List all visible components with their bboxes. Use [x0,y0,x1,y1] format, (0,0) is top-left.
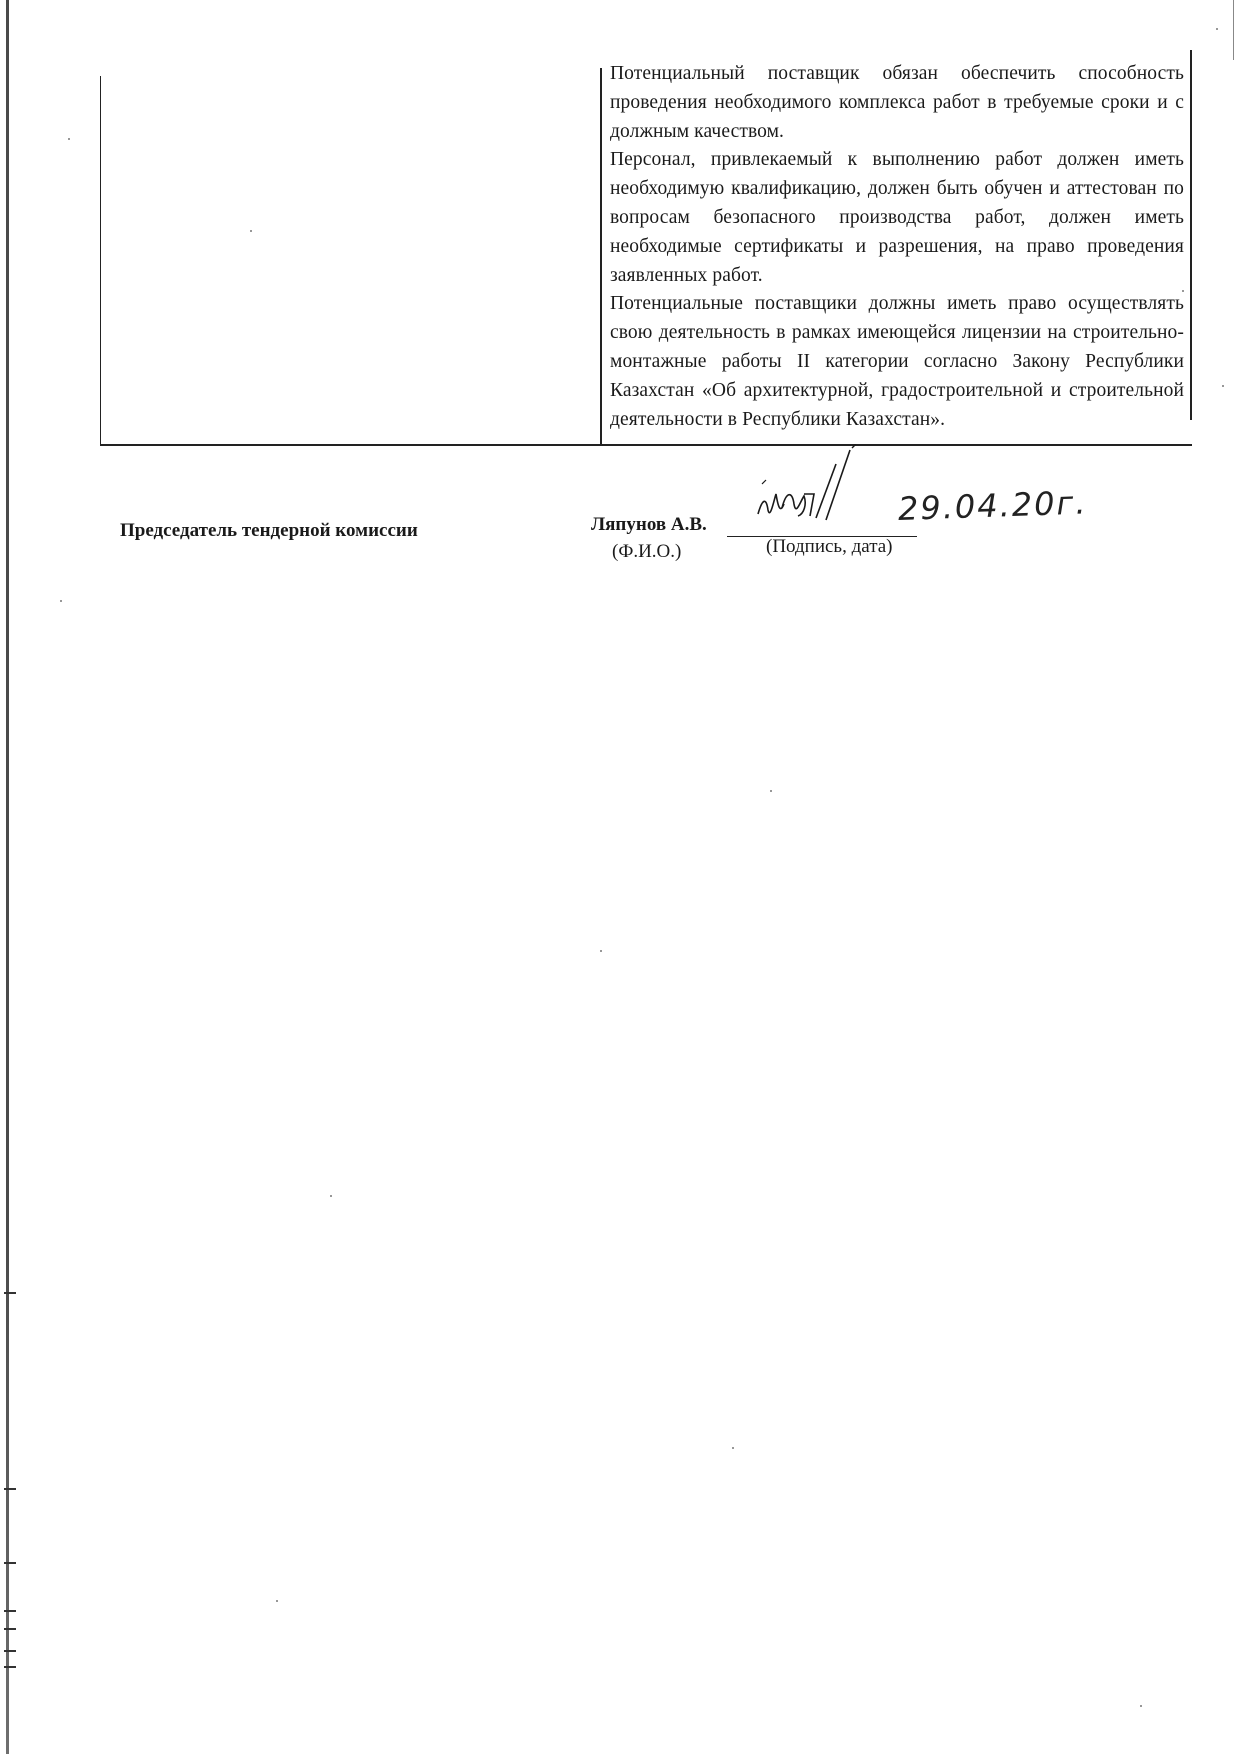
scan-edge-tick [4,1292,16,1294]
scan-edge-tick [4,1610,16,1612]
scan-edge-right [1233,0,1234,60]
table-border-right [1190,50,1192,420]
scan-speck [770,790,772,792]
scan-speck [60,600,62,602]
handwritten-date: 29.04.20г. [897,483,1089,528]
scan-speck [1222,385,1224,387]
requirements-table-fragment [100,50,1192,446]
scan-speck [1140,1705,1142,1707]
name-caption: (Ф.И.О.) [612,541,682,562]
scan-speck [732,1447,734,1449]
table-border-bottom [100,444,1192,446]
scan-speck [600,950,602,952]
scan-speck [276,1600,278,1602]
scan-edge-left [6,0,9,1754]
scan-speck [330,1195,332,1197]
scan-edge-tick [4,1666,16,1668]
chairman-name: Ляпунов А.В. [591,514,707,535]
signature-caption: (Подпись, дата) [766,536,893,557]
table-border-left [100,76,101,446]
requirements-cell [610,60,1184,434]
requirement-paragraph: Потенциальный поставщик обязан обеспечить способность проведения необходимого комплекса работ в требуемые сроки и с должным качеством. [610,63,1184,142]
table-border-middle [600,68,602,446]
scan-edge-tick [4,1650,16,1652]
signature-block [0,470,1240,580]
handwritten-signature [752,444,892,544]
scan-edge-tick [4,1562,16,1564]
scan-edge-tick [4,1488,16,1490]
scan-edge-tick [4,1628,16,1630]
requirement-paragraph: Персонал, привлекаемый к выполнению работ должен иметь необходимую квалификацию, должен быть обучен и аттестован по вопросам безопасного производства работ, должен иметь необходимые сертификаты и разрешения, на право проведения заявленных работ. [610,149,1184,286]
chairman-role-label: Председатель тендерной комиссии [120,520,418,541]
scan-speck [68,138,70,140]
requirement-paragraph: Потенциальные поставщики должны иметь право осуществлять свою деятельность в рамках имеющейся лицензии на строительно-монтажные работы II категории согласно Закону Республики Казахстан «Об архитектурной, градостроительной и строительной деятельности в Республики Казахстан». [610,293,1184,430]
scan-speck [1216,28,1218,30]
